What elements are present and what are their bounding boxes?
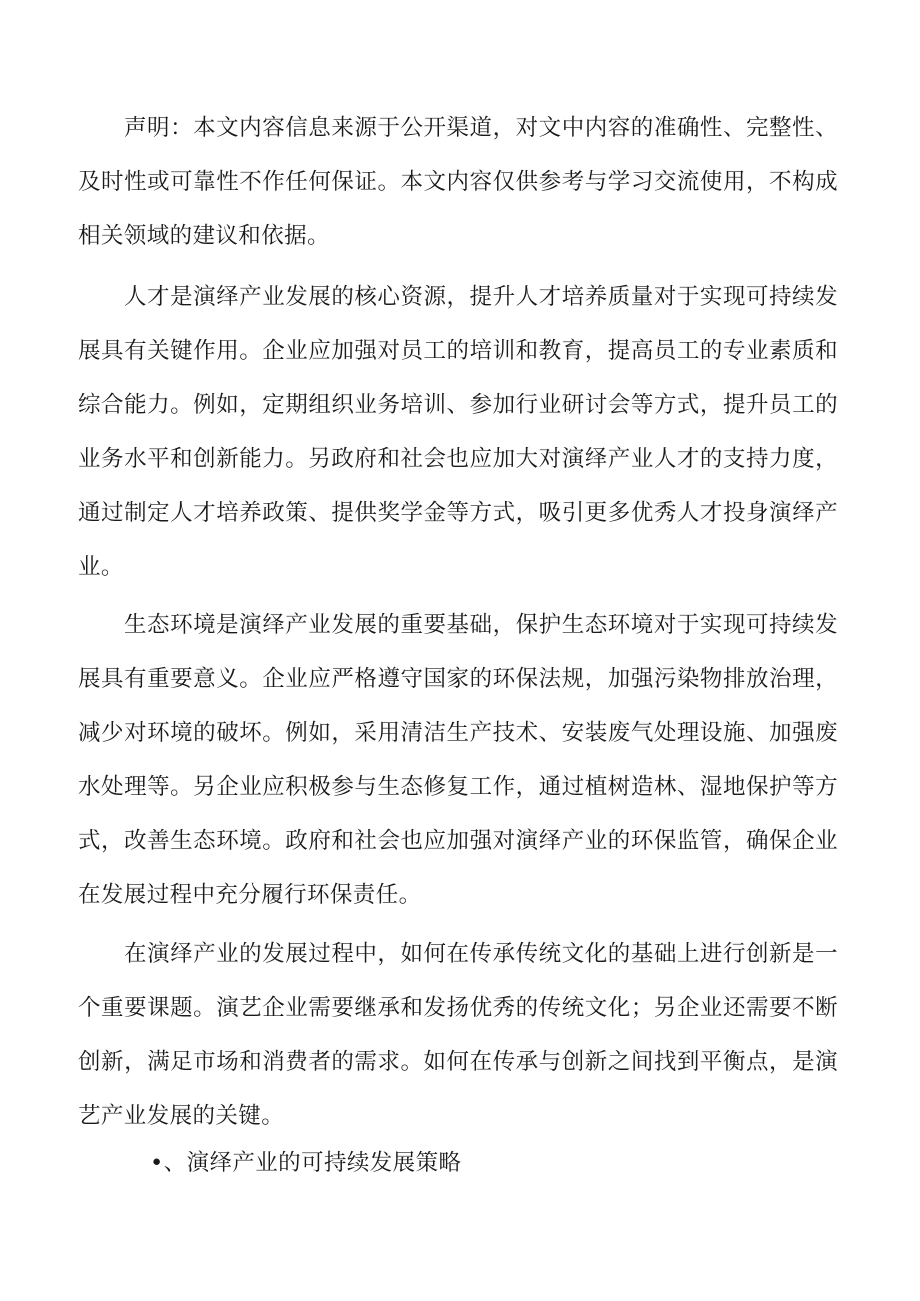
section-heading: •、演绎产业的可持续发展策略: [150, 1150, 462, 1176]
ecology-paragraph: 生态环境是演绎产业发展的重要基础，保护生态环境对于实现可持续发展具有重要意义。企业应严格遵守国家的环保法规，加强污染物排放治理，减少对环境的破坏。例如，采用清洁生产技术、安装废气处理设施、加强废水处理等。另企业应积极参与生态修复工作，通过植树造林、湿地保护等方式，改善生态环境。政府和社会也应加强对演绎产业的环保监管，确保企业在发展过程中充分履行环保责任。: [78, 612, 838, 908]
innovation-paragraph: 在演绎产业的发展过程中，如何在传承传统文化的基础上进行创新是一个重要课题。演艺企业需要继承和发扬优秀的传统文化；另企业还需要不断创新，满足市场和消费者的需求。如何在传承与创新之间找到平衡点，是演艺产业发展的关键。: [78, 941, 838, 1129]
talent-paragraph: 人才是演绎产业发展的核心资源，提升人才培养质量对于实现可持续发展具有关键作用。企业应加强对员工的培训和教育，提高员工的专业素质和综合能力。例如，定期组织业务培训、参加行业研讨会等方式，提升员工的业务水平和创新能力。另政府和社会也应加大对演绎产业人才的支持力度，通过制定人才培养政策、提供奖学金等方式，吸引更多优秀人才投身演绎产业。: [78, 284, 838, 580]
disclaimer-paragraph: 声明：本文内容信息来源于公开渠道，对文中内容的准确性、完整性、及时性或可靠性不作任何保证。本文内容仅供参考与学习交流使用，不构成相关领域的建议和依据。: [78, 115, 838, 249]
